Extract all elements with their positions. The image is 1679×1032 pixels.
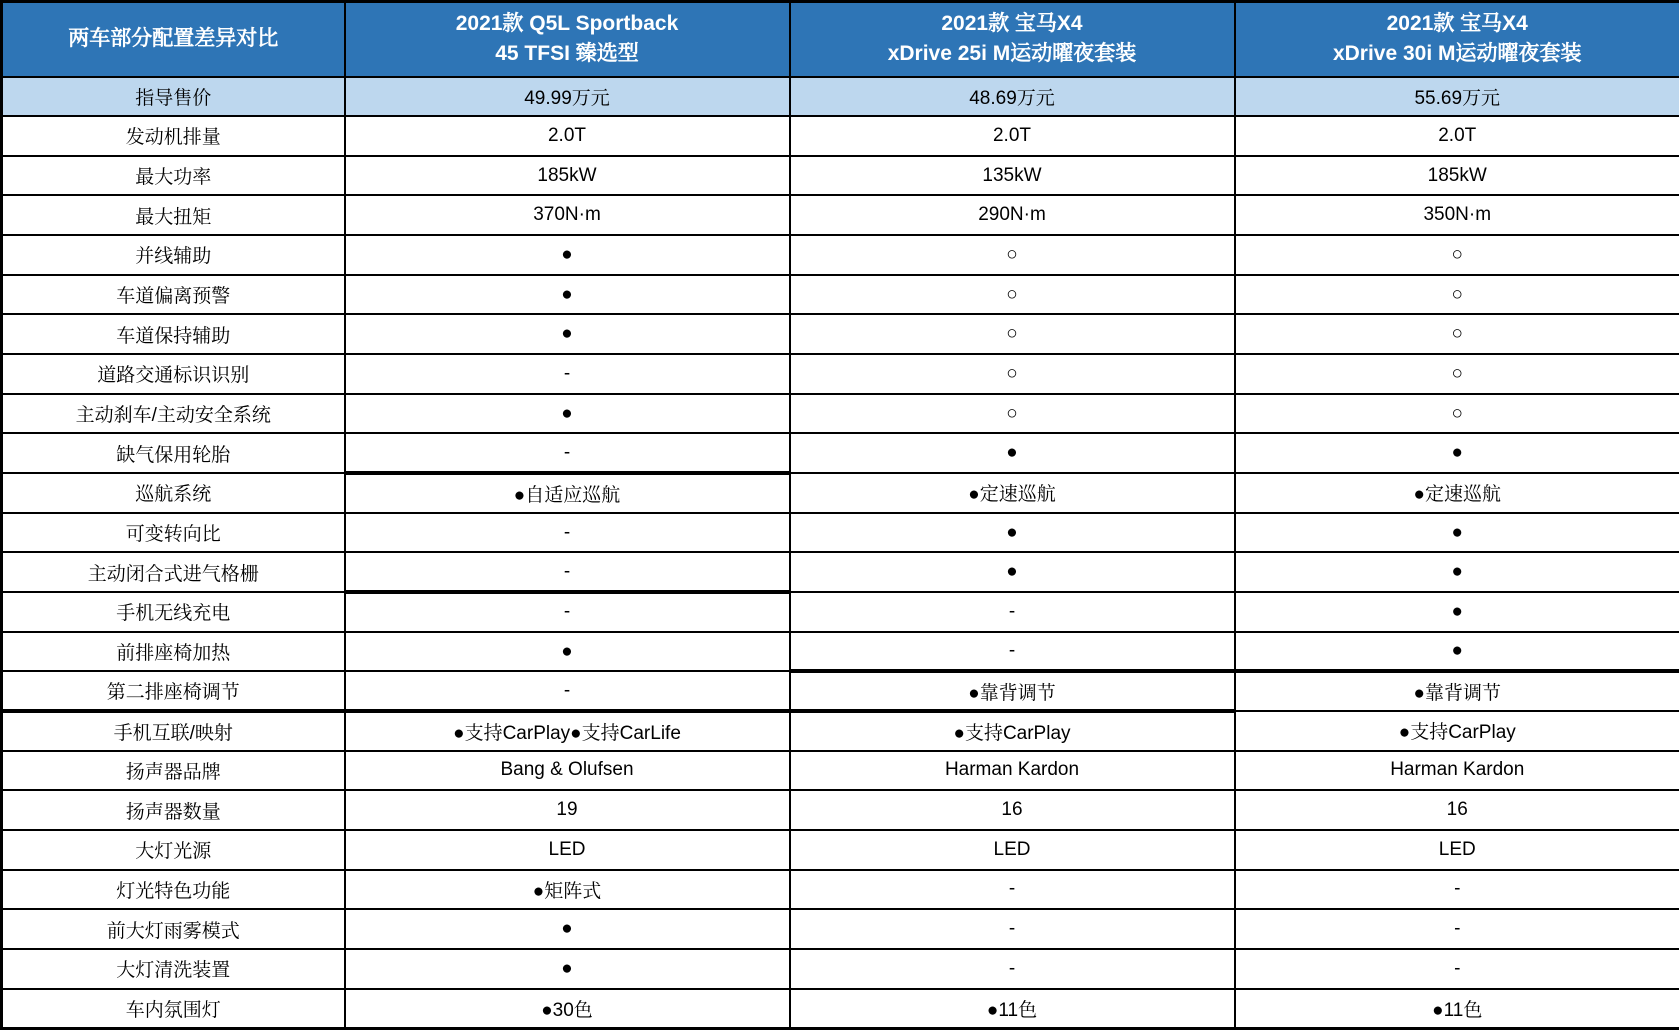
row-label: 可变转向比: [2, 513, 345, 553]
header-row: [2, 2, 1679, 77]
cell-value: Harman Kardon: [1235, 751, 1679, 791]
cell-value: ●支持CarPlay●支持CarLife: [345, 711, 790, 751]
cell-value: ●: [345, 949, 790, 989]
table-row: [2, 671, 1679, 711]
column-header-x4-25i: [790, 2, 1235, 77]
cell-value: ●支持CarPlay: [1235, 711, 1679, 751]
table-row: [2, 156, 1679, 196]
table-row: [2, 790, 1679, 830]
table-row: [2, 949, 1679, 989]
table-row: [2, 235, 1679, 275]
cell-value: -: [790, 632, 1235, 672]
cell-value: ●11色: [1235, 989, 1679, 1029]
cell-value: ●: [1235, 632, 1679, 672]
cell-value: ●靠背调节: [790, 671, 1235, 711]
cell-value: ●自适应巡航: [345, 473, 790, 513]
cell-value: ●: [345, 275, 790, 315]
table-row: [2, 354, 1679, 394]
cell-value: ●矩阵式: [345, 870, 790, 910]
corner-header-cell: 两车部分配置差异对比: [2, 2, 345, 77]
cell-value: ●: [345, 314, 790, 354]
row-label: 大灯光源: [2, 830, 345, 870]
cell-value: ○: [1235, 314, 1679, 354]
column-header-line2: xDrive 30i M运动曜夜套装: [1332, 42, 1582, 66]
cell-value: ●: [345, 394, 790, 434]
row-label: 主动刹车/主动安全系统: [2, 394, 345, 434]
column-header-line1: 2021款 宝马X4: [941, 11, 1083, 35]
table-row: [2, 632, 1679, 672]
cell-value: ●: [345, 632, 790, 672]
row-label: 灯光特色功能: [2, 870, 345, 910]
table-row: [2, 592, 1679, 632]
cell-value: 370N·m: [345, 195, 790, 235]
table-row: [2, 473, 1679, 513]
cell-value: ●定速巡航: [790, 473, 1235, 513]
row-label: 最大扭矩: [2, 195, 345, 235]
cell-value: -: [790, 909, 1235, 949]
cell-value: -: [1235, 949, 1679, 989]
row-label: 前大灯雨雾模式: [2, 909, 345, 949]
cell-value: 185kW: [345, 156, 790, 196]
row-label: 扬声器数量: [2, 790, 345, 830]
row-label: 发动机排量: [2, 116, 345, 156]
cell-value: 55.69万元: [1235, 77, 1679, 117]
cell-value: ●: [790, 433, 1235, 473]
cell-value: ●靠背调节: [1235, 671, 1679, 711]
cell-value: 16: [790, 790, 1235, 830]
cell-value: -: [790, 949, 1235, 989]
cell-value: 2.0T: [790, 116, 1235, 156]
cell-value: -: [345, 671, 790, 711]
row-label: 指导售价: [2, 77, 345, 117]
cell-value: -: [790, 870, 1235, 910]
cell-value: ○: [790, 314, 1235, 354]
row-label: 最大功率: [2, 156, 345, 196]
row-label: 前排座椅加热: [2, 632, 345, 672]
row-label: 扬声器品牌: [2, 751, 345, 791]
cell-value: -: [345, 354, 790, 394]
cell-value: ●11色: [790, 989, 1235, 1029]
cell-value: ○: [790, 275, 1235, 315]
cell-value: ●: [790, 513, 1235, 553]
cell-value: ●: [1235, 433, 1679, 473]
column-header-line1: 2021款 宝马X4: [1386, 11, 1528, 35]
cell-value: ●: [1235, 592, 1679, 632]
column-header-line1: 2021款 Q5L Sportback: [455, 11, 679, 35]
table-row: [2, 711, 1679, 751]
table-body: [2, 77, 1679, 1029]
table-row: [2, 989, 1679, 1029]
cell-value: 350N·m: [1235, 195, 1679, 235]
cell-value: 49.99万元: [345, 77, 790, 117]
column-header-q5l-sportback: [345, 2, 790, 77]
cell-value: -: [345, 513, 790, 553]
cell-value: ○: [1235, 394, 1679, 434]
table-row: [2, 909, 1679, 949]
cell-value: -: [1235, 909, 1679, 949]
cell-value: 19: [345, 790, 790, 830]
cell-value: -: [1235, 870, 1679, 910]
table-row: [2, 314, 1679, 354]
column-header-x4-30i: [1235, 2, 1679, 77]
cell-value: 135kW: [790, 156, 1235, 196]
cell-value: -: [345, 592, 790, 632]
cell-value: ○: [790, 394, 1235, 434]
table-row: [2, 751, 1679, 791]
cell-value: ○: [1235, 235, 1679, 275]
cell-value: LED: [345, 830, 790, 870]
column-header-line2: xDrive 25i M运动曜夜套装: [887, 42, 1137, 66]
row-label: 巡航系统: [2, 473, 345, 513]
table-row: [2, 275, 1679, 315]
cell-value: 185kW: [1235, 156, 1679, 196]
cell-value: ●: [790, 552, 1235, 592]
cell-value: ●: [1235, 513, 1679, 553]
cell-value: ●: [345, 235, 790, 275]
cell-value: 2.0T: [1235, 116, 1679, 156]
row-label: 车内氛围灯: [2, 989, 345, 1029]
row-label: 主动闭合式进气格栅: [2, 552, 345, 592]
cell-value: Harman Kardon: [790, 751, 1235, 791]
table-row: [2, 870, 1679, 910]
cell-value: ●30色: [345, 989, 790, 1029]
cell-value: 16: [1235, 790, 1679, 830]
row-label: 道路交通标识识别: [2, 354, 345, 394]
table-row: [2, 513, 1679, 553]
row-label: 第二排座椅调节: [2, 671, 345, 711]
row-label: 车道保持辅助: [2, 314, 345, 354]
cell-value: -: [345, 552, 790, 592]
row-label: 车道偏离预警: [2, 275, 345, 315]
cell-value: -: [790, 592, 1235, 632]
cell-value: ○: [1235, 275, 1679, 315]
row-label: 并线辅助: [2, 235, 345, 275]
table-row: [2, 394, 1679, 434]
column-header-line2: 45 TFSI 臻选型: [495, 42, 639, 66]
cell-value: 290N·m: [790, 195, 1235, 235]
cell-value: ●: [345, 909, 790, 949]
row-label: 手机无线充电: [2, 592, 345, 632]
cell-value: ○: [790, 354, 1235, 394]
table-row: [2, 552, 1679, 592]
table-row: [2, 830, 1679, 870]
cell-value: 48.69万元: [790, 77, 1235, 117]
row-label: 大灯清洗装置: [2, 949, 345, 989]
cell-value: ●定速巡航: [1235, 473, 1679, 513]
cell-value: Bang & Olufsen: [345, 751, 790, 791]
cell-value: LED: [1235, 830, 1679, 870]
table-row: [2, 116, 1679, 156]
cell-value: -: [345, 433, 790, 473]
cell-value: ○: [790, 235, 1235, 275]
table-row: [2, 433, 1679, 473]
table-row: [2, 77, 1679, 117]
row-label: 缺气保用轮胎: [2, 433, 345, 473]
cell-value: ●支持CarPlay: [790, 711, 1235, 751]
row-label: 手机互联/映射: [2, 711, 345, 751]
cell-value: ○: [1235, 354, 1679, 394]
cell-value: 2.0T: [345, 116, 790, 156]
table-row: [2, 195, 1679, 235]
cell-value: ●: [1235, 552, 1679, 592]
cell-value: LED: [790, 830, 1235, 870]
